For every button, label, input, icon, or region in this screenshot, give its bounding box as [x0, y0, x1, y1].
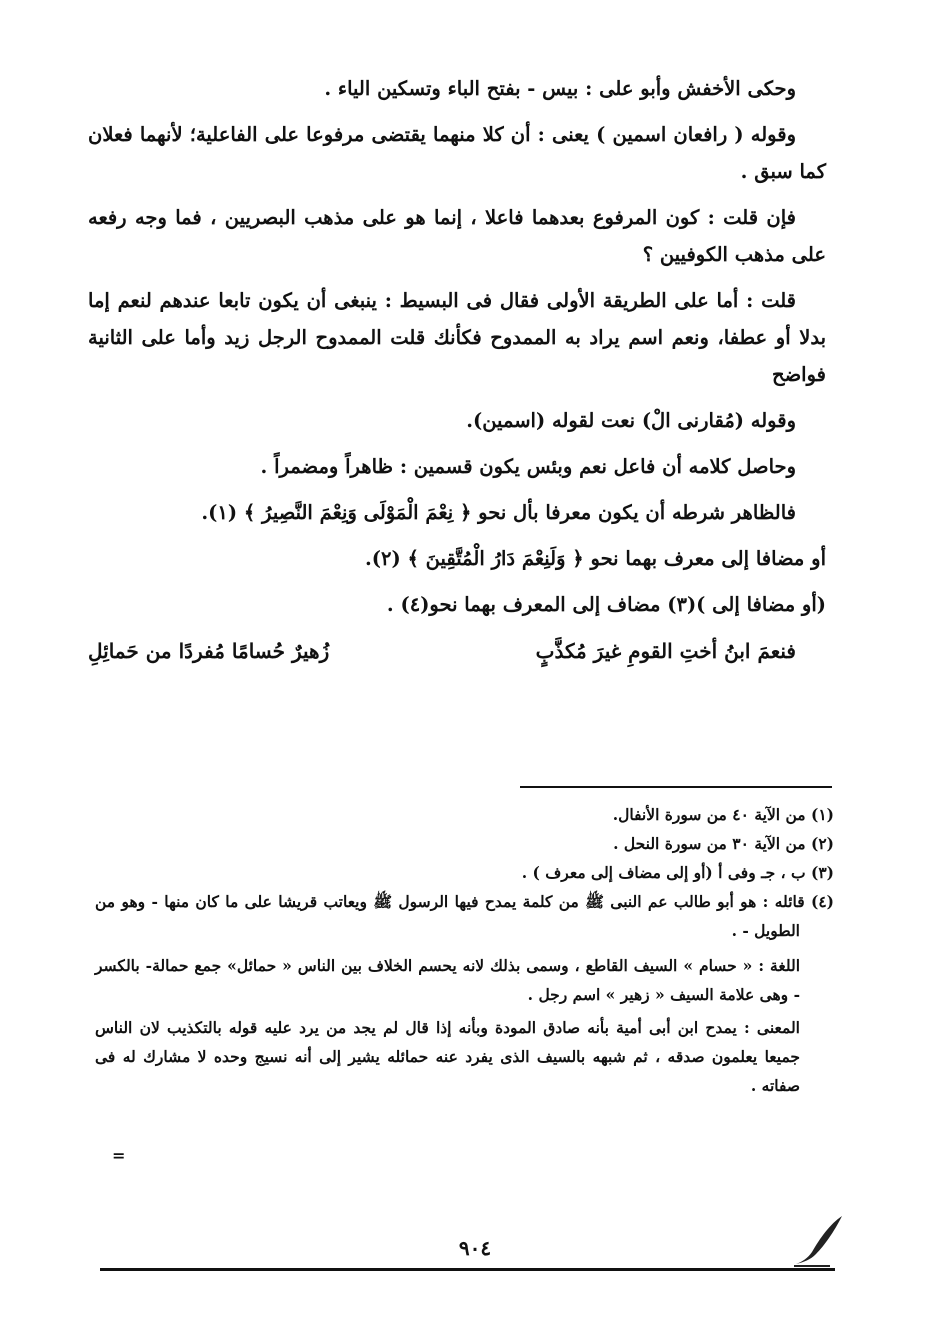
paragraph-zahir: فالظاهر شرطه أن يكون معرفا بأل نحو ﴿ نِعْمَ الْمَوْلَى وَنِعْمَ النَّصِيرُ ﴾ (١). [201, 501, 796, 524]
bottom-rule [100, 1268, 835, 1271]
poetry-verse [88, 633, 826, 670]
continuation-mark: = [112, 1146, 126, 1165]
paragraph-mudaf: أو مضافا إلى معرف بهما نحو ﴿ وَلَنِعْمَ دَارُ الْمُتَّقِينَ ﴾ (٢). [364, 547, 826, 570]
footnote-separator [520, 786, 832, 788]
paragraph-rafian: وقوله ( رافعان اسمين ) يعنى : أن كلا منهما يقتضى مرفوعا على الفاعلية؛ لأنهما فعلان كما سبق . [88, 123, 826, 183]
paragraph-question: فإن قلت : كون المرفوع بعدهما فاعلا ، إنما هو على مذهب البصريين ، فما وجه رفعه على مذهب الكوفيين ؟ [88, 206, 826, 266]
paragraph-akhfash: وحكى الأخفش وأبو على : بيس - بفتح الباء وتسكين الياء . [324, 77, 796, 100]
footnote-1: (١) من الآية ٤٠ من سورة الأنفال. [612, 805, 834, 824]
page-number: ٩٠٤ [458, 1236, 492, 1260]
footnote-lugha: اللغة : « حسام » السيف القاطع ، وسمى بذلك لانه يحسم الخلاف بين الناس « حمائل» جمع حمالة- بالكسر - وهى علامة السيف « زهير » اسم رجل . [95, 956, 800, 1004]
footnote-3: (٣) ب ، جـ وفى أ (أو إلى مضاف إلى معرف ) . [521, 863, 834, 882]
paragraph-answer: قلت : أما على الطريقة الأولى فقال فى البسيط : ينبغى أن يكون تابعا عندهم لنعم إما بدلا أو عطفا، ونعم اسم يراد به الممدوح فكأنك قلت الممدوح الرجل زيد وأما على الثانية فواضح [88, 289, 826, 386]
paragraph-muqarini: وقوله (مُقارنى الْ) نعت لقوله (اسمين). [466, 409, 796, 432]
footnote-4: (٤) قائله : هو أبو طالب عم النبى ﷺ من كلمة يمدح فيها الرسول ﷺ ويعاتب قريشا على ما كان منها - وهو من الطويل - . [95, 892, 834, 940]
paragraph-summary: وحاصل كلامه أن فاعل نعم وبئس يكون قسمين : ظاهراً ومضمراً . [260, 455, 796, 478]
verse-first-hemistich: فنعمَ ابنُ أختِ القومِ غيرَ مُكذَّبٍ [535, 639, 796, 663]
paragraph-mudaf-ila: (أو مضافا إلى )(٣) مضاف إلى المعرف بهما نحو(٤) . [386, 593, 826, 616]
footnote-mana: المعنى : يمدح ابن أبى أمية بأنه صادق المودة وبأنه إذا قال لم يجد من يرد عليه قوله بالتكذيب لان الناس جميعا يعلمون صدقه ، ثم شبهه بالسيف الذى يفرد عنه حمائله يشير إلى أنه نسيج وحده لا مشارك له فى صفاته . [95, 1018, 800, 1095]
footnote-2: (٢) من الآية ٣٠ من سورة النحل . [613, 834, 834, 853]
main-text-block [88, 70, 826, 670]
quill-ornament-icon [790, 1212, 850, 1272]
footnotes-block [95, 800, 834, 1100]
verse-second-hemistich: زُهيرٌ حُسامًا مُفردًا من حَمائِلِ [88, 639, 330, 663]
